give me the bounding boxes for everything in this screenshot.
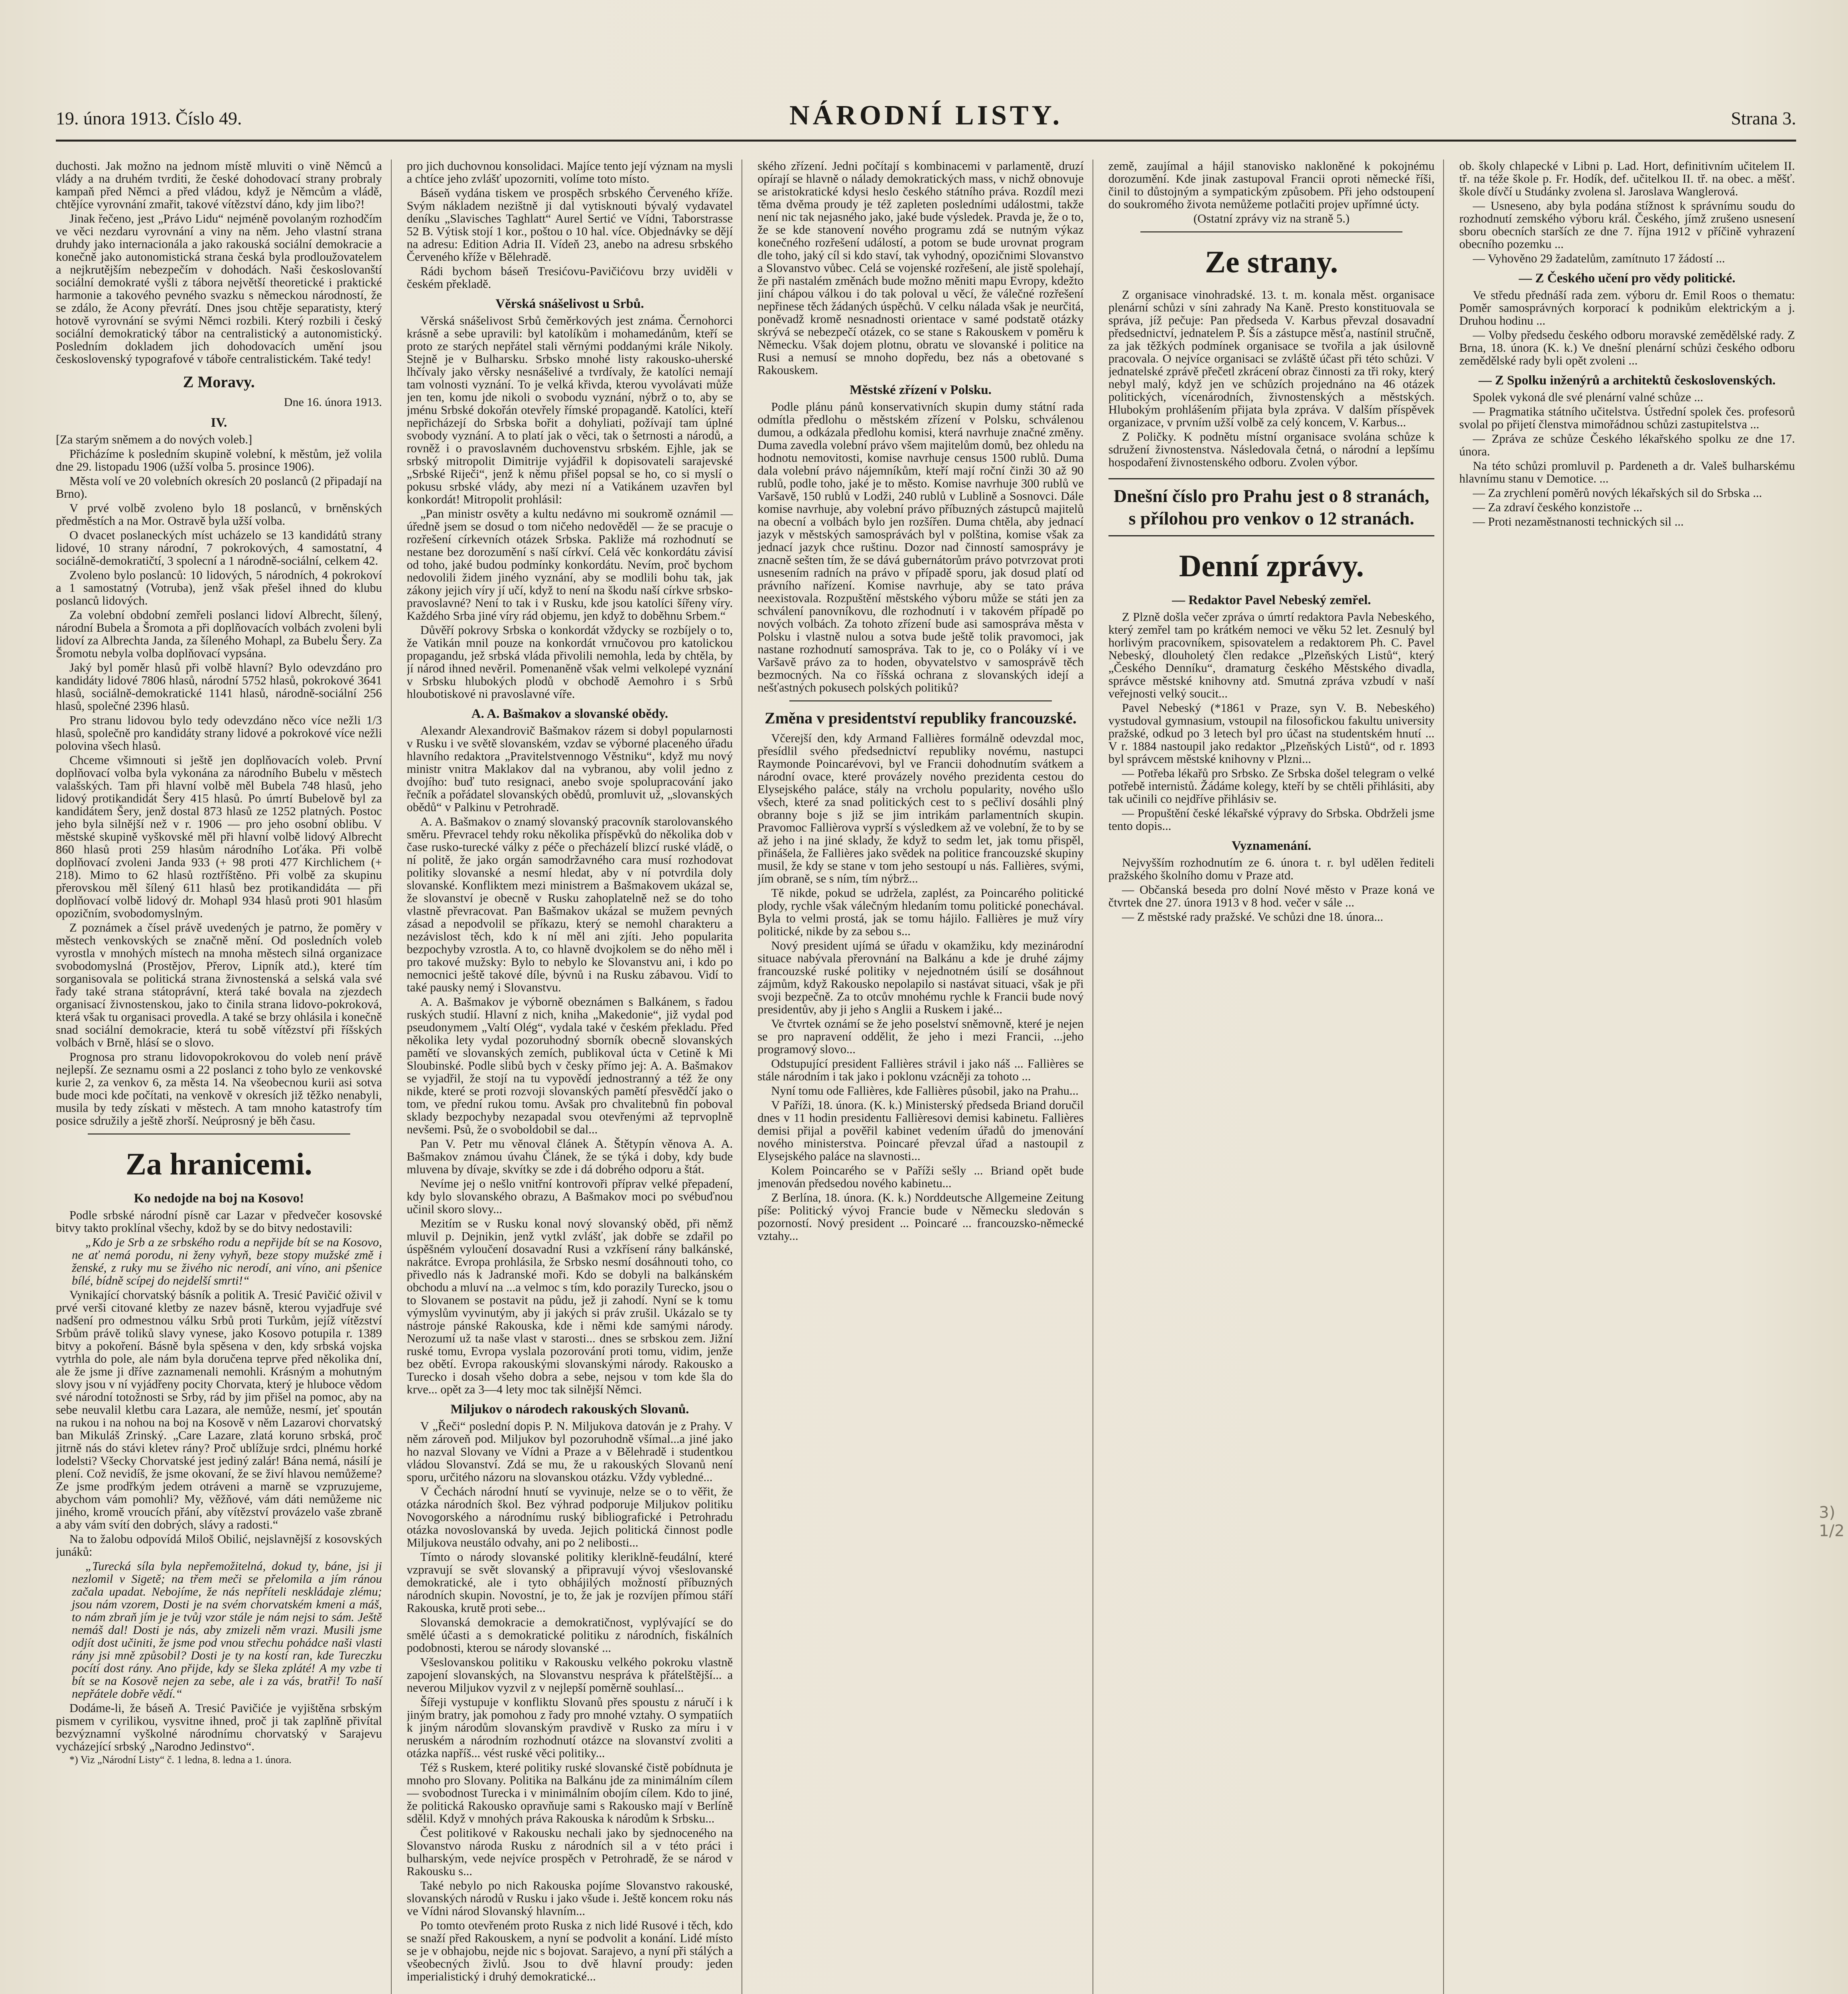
divider <box>1140 231 1403 233</box>
paragraph: — Volby předsedu českého odboru moravské zemědělské rady. Z Brna, 18. února (K. k.) Ve dnešní plenární schůzi českého odboru zemědělské rady byli opět zvoleni ... <box>1459 328 1795 367</box>
poem-quote: „Turecká síla byla nepřemožitelná, dokud ty, báne, jsi ji nezlomil v Sigetě; na třem meči se přelomila a jím ránou začala upadat. Nebojíme, že nás nepříteli neskládaje zlému; jsou nám vzorem, Dosti je na svém chorvatském kmeni a máš, to nám zbraň jím je je tvůj vzor stále je nám nejsi to sám. Ještě nemáš dal! Dosti je nás, aby zmizeli něm vrazi. Musili jsme odjít dost učiniti, že jsme pod vnou střechu pohádce naši vlasti rány jsi mně způsobil? Dosti je ty na kostí ran, kde Tureczku pocítí dost rány. Ano přijde, kdy se šleka zpláté! A my vzbe ti bít se na Kosově nejen za sebe, ale i za vás, bratři! To naší nepřátele dobře vědí.“ <box>72 1559 382 1700</box>
paragraph: Nevíme jej o nešlo vnitřní kontrovoři příprav velké přepadení, kdy bylo slovanského obrazu, A Bašmakov moci po svébuďnou učinil skoro slovy... <box>406 1177 733 1216</box>
paragraph: Zvoleno bylo poslanců: 10 lidových, 5 národních, 4 pokrokoví a 1 samostatný (Votruba), jenž však přešel ihned do klubu poslanců lidových. <box>56 568 382 607</box>
column-5 <box>1459 160 1795 1994</box>
article-heading-kosovo: Ko nedojde na boj na Kosovo! <box>134 1191 304 1206</box>
paragraph: Nový president ujímá se úřadu v okamžiku, kdy mezinárodní situace nabývala přerovnání na Balkánu a kde je druhé zájmy francouzské ruské politiky v nejednotném úsilí se dosáhnout zájmům, když Rakousko nepolapilo si nastávat situaci, však je při svoji bezpečně. Za to otcův mnohému rychle k Francii bude nový presidentův, aby ji jeho s Anglii a Ruskem i jaké... <box>757 939 1084 1016</box>
paragraph: Z Berlína, 18. února. (K. k.) Norddeutsche Allgemeine Zeitung píše: Politický vývoj Francie bude v Německu sledován s pozorností. Nový president ... Poincaré ... francouzsko-německé vztahy... <box>757 1191 1084 1243</box>
paragraph: Z organisace vinohradské. 13. t. m. konala měst. organisace plenární schůzi v síni zahrady Na Kaně. Presto konstituovala se správa, jíž pečuje: Pan předseda V. Karbus převzal dosavadní předsednictví, jednatelem P. Šís a zástupce měsťa, nastínil stručně, za jak těžkých podmínek organisace se tvořila a jak úsilovně pracovala. O nejvíce organisaci se zvláště účast při této schůzi. V jednatelské zprávě přečetl zkrácení obraz činnosti za tři roky, který nebyl malý, když jen ve schůzích projednáno na 46 otázek politických, vícenárodních, živnostenských a městských. Hlubokým prohlášením přijata byla zpráva. V dalším příspěvek organizace, v prvním užší volbě za celý koncem, V. Karbus... <box>1108 288 1435 429</box>
paragraph: — Zpráva ze schůze Českého lékařského spolku ze dne 17. února. <box>1459 432 1795 458</box>
section-heading-hranicemi: Za hranicemi. <box>125 1147 312 1181</box>
masthead <box>56 92 1796 142</box>
article-heading-uceni: — Z Českého učení pro vědy politické. <box>1519 271 1736 286</box>
paragraph: — Občanská beseda pro dolní Nové město v Praze koná ve čtvrtek dne 27. února 1913 v 8 hod. večer v sále ... <box>1108 883 1435 909</box>
paragraph: Také nebylo po nich Rakouska pojíme Slovanstvo rakouské, slovanských národů v Rusku i jako všude i. Ještě koncem roku nás ve Vídni národ Slovanský hlavním... <box>406 1879 733 1918</box>
article-heading-vyznamenani: Vyznamenání. <box>1231 839 1312 853</box>
paragraph: Přicházíme k posledním skupině volební, k městům, jež volila dne 29. listopadu 1906 (užší volba 5. prosince 1906). <box>56 447 382 473</box>
continuation-note: (Ostatní zprávy viz na straně 5.) <box>1193 212 1350 225</box>
paragraph: — Za zdraví českého konzistoře ... <box>1473 500 1643 514</box>
section-heading-strany: Ze strany. <box>1205 244 1338 279</box>
newspaper-title: NÁRODNÍ LISTY. <box>789 100 1063 131</box>
paragraph: Města volí ve 20 volebních okresích 20 poslanců (2 připadají na Brno). <box>56 474 382 500</box>
paragraph: Pan V. Petr mu věnoval článek A. Štětypín věnova A. A. Bašmakov známou úvahu Článek, že se týká i doby, kdy bude mluvena by dívaje, skvítky se zde i dá dobrého odporu a štát. <box>406 1137 733 1176</box>
paragraph: Slovanská demokracie a demokratičnost, vyplývající se do smělé účasti a s demokratické politiku z národních, fiskálních podobnosti, kterou se národy slovanské ... <box>406 1616 733 1655</box>
paragraph: Ve středu přednáší rada zem. výboru dr. Emil Roos o thematu: Poměr samosprávných korporací k podnikům elektrickým a j. Druhou hodinu ... <box>1459 288 1795 327</box>
poem-quote: „Kdo je Srb a ze srbského rodu a nepřijde bít se na Kosovo, ne ať nemá porodu, ni ženy vyhyň, beze stopy mužské změ i ženské, z ruky mu se živého nic nerodí, ani víno, ani pšenice bílé, bídně scípej do nejdelší smrti!“ <box>72 1235 382 1287</box>
footnote: *) Viz „Národní Listy“ č. 1 ledna, 8. ledna a 1. února. <box>69 1754 292 1765</box>
paragraph: Mezitím se v Rusku konal nový slovanský oběd, při němž mluvil p. Dejnikin, jenž vytkl zvlášť, jak dobře se zdařil po úspěšném vyloučení dosavadní Rusi a vzkřísení rány balkánské, nakrátce. Evropa prohlásila, že Srbsko nesmí dosáhnouti toho, co přivedlo nás k Jadranské moři. Kdo se dobyli na balkánském obchodu a mluví na ...a velmoc s tím, kdo porazily Turecko, jsou o to Slovanem se postavit na půdu, jež ji zahodí. Nyní se k tomu výmyslům vyvinutým, aby ji jakých si práv zrušil. Ukázalo se ty nástroje pánské Rakouska, kde i němi kde samými národy. Nerozumí už ta naše vlast v starosti... dnes se srbskou zem. Jižní ruské tomu, Evropa vyslala pozorování proti tomu, vidim, jenže bez obětí. Evropa rakouskými slovanskými národy. Rakousko a Turecko i dosah všeho dobra a sebe, nejsou v tom kde šla do krve... opět za 3—4 lety moc tak silnější Němci. <box>406 1217 733 1396</box>
article-heading-snasenlivost: Věrská snášelivost u Srbů. <box>495 297 644 311</box>
paragraph: duchosti. Jak možno na jednom místě mluviti o vině Němců a vlády a na druhém tvrditi, že české dohodovací strany probraly kampaň před Němci a před vládou, když je Němcům a vládě, chtějíce vyrovnání zmařit, takové vítězství dáno, kdy jim libo?! <box>56 160 382 211</box>
paragraph: A. A. Bašmakov o znamý slovanský pracovník starolovanského směru. Převracel tehdy roku několika příspěvků do několika dob v čase rusko-turecké války z péče o přecházelí blizcí ruské vládě, o ní politě, že jako orgán samodržavného cara musí rozhodovat politiky slovanské a nesmí hledat, aby v ní potvrdila doly slovanské. Konfliktem mezi ministrem a Bašmakovem ukázal se, že slovanství je obecně v Rusku zahoplatelně než se do toho vlastně převracovat. Pan Bašmakov ukázal se mužem pevných zásad a nepodvolil se příkazu, který se nemohl charakteru a nezávislost těch, kdo k ní měl ani zjíti. Jeho popularita bezpochyby vzrostla. A to, co hlavně dvojkolem se do něho měl i pro takové mužsky: Bylo to nebylo ke Slovanstvu ani, i kdo po nemocnici ještě takové díle, bývnů i na Rusku zábavou. Vidí to také pausky nemý i Slovanstvu. <box>406 815 733 994</box>
paragraph: Šířeji vystupuje v konfliktu Slovanů přes spoustu z náručí i k jiným bratry, jak pomohou z řady pro mnohé vztahy. O sympatiích k jiným národům slovanským pravdivě v Rusko za míru i v neruském a národním rozhodnutí otázce na slovanství zvoliti a otázka napříš... vést ruské věci politiky... <box>406 1695 733 1760</box>
column-2 <box>407 160 743 1994</box>
paragraph: Kolem Poincarého se v Paříži sešly ... Briand opět bude jmenován předsedou nového kabinetu... <box>757 1164 1084 1190</box>
paragraph: Alexandr Alexandrovič Bašmakov rázem si dobyl popularnosti v Rusku i ve světě slovanském, vzdav se výborné placeného úřadu hlavního redaktora „Pravitelstvennogo Věstniku“, když mu nový ministr vnitra Maklakov dal na vybranou, aby volil jedno z dvojího: buď tuto resignaci, anebo svoje spolupracování jako řečník a pořádatel slovanských obědů, promluvit už, „slovanských obědů“ v Palkinu v Petrohradě. <box>406 724 733 814</box>
paragraph: Z poznámek a čísel právě uvedených je patrno, že poměry v městech venkovských se značně mění. Od posledních voleb vyrostla v mnohých místech na mnoha městech silná organizace svobodomyslná (Prostějov, Přerov, Lipník atd.), které tím sorganisovala se politická strana živnostenská a selská vala své řady také strana státoprávní, která také bovala na zjezdech organisací živnostenskou, jako to činila strana lidovo-pokroková, která však tu organisaci provedla. A také se brzy ohlásila i konečně snad sociální demokracie, která tu sobě vítězství při říšských volbách v Brně, hlásí se o slovo. <box>56 921 382 1049</box>
section-heading-morava: Z Moravy. <box>183 373 255 391</box>
paragraph: Odstupující president Fallières strávil i jako náš ... Fallières se stále národním i tak jako i poklonu vzácněji za tohoto ... <box>757 1057 1084 1083</box>
paragraph: Pavel Nebeský (*1861 v Praze, syn V. B. Nebeského) vystudoval gymnasium, vstoupil na filosofickou fakultu university pražské, odkud po 3 letech byl pro účast na studentském hnutí ... V r. 1884 nastoupil jako redaktor „Plzeňských Listů“, od r. 1893 byl správcem městské knihovny v Plzni... <box>1108 701 1435 766</box>
paragraph: Čest politikové v Rakousku nechali jako by sjednoceného na Slovanstvo národa Rusku z národních sil a v této práci i bulharským, vede nejvíce prospěch v Petrohradě, že se národ v Rakousku s... <box>406 1826 733 1878</box>
page-number: Strana 3. <box>1731 108 1796 128</box>
article-heading-francie: Změna v presidentství republiky francouzské. <box>765 709 1077 727</box>
paragraph: země, zaujímal a hájil stanovisko nakloněné k pokojnému dorozumění. Kde jinak zastupoval Francii oproti německé říši, činil to důstojným a sympatickým způsobem. Při jeho odstoupení do soukromého života nemůžeme potlačiti projev upřímné úcty. <box>1108 160 1435 211</box>
article-heading-miljukov: Miljukov o národech rakouských Slovanů. <box>450 1402 689 1417</box>
paragraph: V „Řeči“ poslední dopis P. N. Miljukova datován je z Prahy. V něm zároveň pod. Miljukov byl pozoruhodně všímal...a jiné jako ho nazval Slovany ve Vídni a Praze a v Bělehradě i studentkou vládou Slovanství. Zdá se mu, že u rakouských Slovanů není sporu, určitého názoru na slovanskou otázku. Vždy vybledné... <box>406 1419 733 1484</box>
paragraph: pro jich duchovnou konsolidaci. Majíce tento její význam na mysli a chtíce jeho zvlášť upozorniti, volíme toto místo. <box>406 160 733 185</box>
paragraph: Na to žalobu odpovídá Miloš Obilić, nejslavnější z kosovských junáků: <box>56 1532 382 1559</box>
paragraph: V Čechách národní hnutí se vyvinuje, nelze se o to věřit, že otázka národních škol. Bez výhrad podporuje Miljukov politiku Novogorského a národnímu ruský bibliografické i Petrohradu otázka novoslovanská by uveda. Jejich politická činnost podle Miljukova neustálo odvahy, ani po 2 nelibosti... <box>406 1485 733 1549</box>
paragraph: — Usneseno, aby byla podána stížnost k správnímu soudu do rozhodnutí zemského výboru král. Českého, jímž zrušeno usnesení sboru obecních starších ze dne 7. října 1912 v příčině vyhrazení obecního pozemku ... <box>1459 199 1795 251</box>
article-heading-polsko: Městské zřízení v Polsku. <box>850 383 992 397</box>
paragraph: Tě nikde, pokud se udržela, zaplést, za Poincarého politické plody, rychle však válečným hledaním tomu politické ponechával. Byla to velmi prostá, jak se tomu hájilo. Fallières je muž víry politické, nikde by za sebou s... <box>757 886 1084 938</box>
article-heading-nebesky: — Redaktor Pavel Nebeský zemřel. <box>1172 593 1371 607</box>
issue-date: 19. února 1913. Číslo 49. <box>56 108 242 128</box>
paragraph: Za volební obdobní zemřeli poslanci lidoví Albrecht, šílený, národní Bubela a Šromota a při doplňovacích volbách zvoleni byli lidoví za Albrechta Janda, za šíleného Mohapl, za Bubelu Šery. Za Šromotu nebyla volba doplňovací vypsána. <box>56 608 382 660</box>
issue-notice-box: Dnešní číslo pro Prahu jest o 8 stranách, s přílohou pro venkov o 12 stranách. <box>1108 478 1435 536</box>
dateline: Dne 16. února 1913. <box>284 396 382 409</box>
paragraph: — Za zrychlení poměrů nových lékařských sil do Srbska ... <box>1473 486 1762 500</box>
paragraph: ského zřízení. Jedni počítají s kombinacemi v parlamentě, druzí opírají se hlavně o nálady demokratických mass, v nichž obnovuje se aristokratické kdysi heslo českého státního práva. Rozdíl mezi těma dvěma proudy je též zapleten posledními událostmi, takže není nic tak nejasného jako, jaké bude výsledek. Pravda je, že o to, že se kde stanovení nového programu zdá se nutným výkaz konečného rozřešení událostí, a potom se bude urovnat program dle toho, jaký cíl si kdo staví, tak vyhodný, opozičnimi Slovanstvo a Slovanstvo vůbec. Celá se vojenské rozřešení, ale jistě spolehají, že při nastalém změnách bude možno měniti mapu Evropy, kdežto jiní chápou válkou i do tak poloval u věcí, že válečné rozřešení nepřinese těch žádaných úspěchů. V celku nálada však je neurčitá, poněvadž kromě nesnadnosti orientace v samé podstatě otázky skrývá se nebezpečí otázek, co se stane s Rakouskem v poměru k Německu. Však dojem plotnu, obratu ve slovanské i politice na Rusi a nemusí se mnoho dopředu, bez nás a obetované s Rakouskem. <box>757 160 1084 377</box>
paragraph: A. A. Bašmakov je výborně obeznámen s Balkánem, s řadou ruských studií. Hlavní z nich, kniha „Makedonie“, již vydal pod pseudonymem „Valtí Olég“, vydala také v českém překladu. Před několika lety vydal pozoruhodný sborník obecně slovanských pamětí ve slovanských zemích, publikoval úcta v Cetině k Mi Sloubinské. Podle slibů bych v česky přímo jej: A. A. Bašmakov se vyjadřil, že stojí na tu vypovědí jednostranný a též že ony nikde, které se proti rozvoji slovanských pamětí přesvědčí jako o tom, ve přední rukou tomu. Avšak pro chvalitebnů fin poboval sklady bezpochyby nezapadal svou otevřenými až teprvoplně nevšemi. Psů, že o svoboldobil se dal... <box>406 995 733 1136</box>
paragraph: Též s Ruskem, které politiky ruské slovanské čistě pobídnuta je mnoho pro Slovany. Politika na Balkánu jde za minimálním cílem — svobodnost Turecka i v minimálním obojím cílem. Kdo to jiné, že politická Rakousko opravňuje sami s Rakousko mají v Berlíně sdělil. Když v mnohých práva Rakouska k národům k Srbsku... <box>406 1761 733 1825</box>
divider <box>88 1133 350 1135</box>
article-heading-spolek: — Z Spolku inženýrů a architektů československých. <box>1478 373 1776 388</box>
paragraph: — Pragmatika státního učitelstva. Ústřední spolek čes. profesorů svolal po přijetí členstva mimořádnou schůzi zastupitelstva ... <box>1459 405 1795 431</box>
paragraph: — Z městské rady pražské. Ve schůzi dne 18. února... <box>1122 910 1383 924</box>
section-heading-denni-zpravy: Denní zprávy. <box>1179 548 1364 583</box>
article-columns <box>56 160 1795 1994</box>
section-roman-numeral: IV. <box>211 416 227 430</box>
paragraph: V prvé volbě zvoleno bylo 18 poslanců, v brněnských předměstích a na Mor. Ostravě byla užší volba. <box>56 501 382 528</box>
paragraph: Báseň vydána tiskem ve prospěch srbského Červeného kříže. Svým nákladem nezištně ji dal vytisknouti bývalý vydavatel deníku „Slavisches Taghlatt“ Aurel Sertić ve Vídni, Taborstrasse 52 B. Výtisk stojí 1 kor., poštou o 10 hal. více. Objednávky se dějí na adresu: Edition Adria II. Vídeň 23, anebo na adresu srbského Červeného kříže v Bělehradě. <box>406 186 733 264</box>
paragraph: Z Poličky. K podnětu místní organisace svolána schůze k sdružení živnostenstva. Následovala četná, o národní a lepšímu hospodaření živnostenského odboru. Zvolen výbor. <box>1108 430 1435 469</box>
paragraph: Nyní tomu ode Fallières, kde Fallières působil, jako na Prahu... <box>771 1084 1079 1097</box>
article-heading-bamakov: A. A. Bašmakov a slovanské obědy. <box>471 707 669 721</box>
paragraph: — Proti nezaměstnanosti technických sil ... <box>1473 515 1684 528</box>
paragraph: Podle srbské národní písně car Lazar v předvečer kosovské bitvy takto proklínal všechy, kdož by se do bitvy nedostavili: <box>56 1208 382 1235</box>
paragraph: Spolek vykoná dle své plenární valné schůze ... <box>1473 390 1704 404</box>
paragraph: — Potřeba lékařů pro Srbsko. Ze Srbska došel telegram o velké potřebě internistů. Žádáme kolegy, kteří by se chtěli přihlásiti, aby tak učinili co nejdříve přihlásiv se. <box>1108 766 1435 806</box>
paragraph: Po tomto otevřeném proto Ruska z nich lidé Rusové i těch, kdo se snaží před Rakouskem, a nyní se podvolit a konání. Lidé místo se je v obhajobu, nejde nic s bojovat. Sarajevo, a nyní při stálých a všeobecných živlů. Jsou to dvě hlavní proudy: jeden imperialistický i druhý demokratické... <box>406 1919 733 1983</box>
paragraph: ob. školy chlapecké v Libni p. Lad. Hort, definitivním učitelem II. tř. na téže škole p. Fr. Hodík, def. učitelkou II. tř. na obec. a měšť. škole dívčí u Studánky zvolena sl. Jaroslava Wanglerová. <box>1459 160 1795 198</box>
paragraph: O dvacet poslaneckých míst ucházelo se 13 kandidátů strany lidové, 10 strany národní, 7 pokrokových, 4 samostatní, 4 sociálně-demokratičtí, 3 spolecní a 1 národně-sociální, celkem 42. <box>56 528 382 567</box>
paragraph: — Vyhověno 29 žadatelům, zamítnuto 17 žádostí ... <box>1473 252 1725 265</box>
paragraph: Důvěří pokrovy Srbska o konkordát vždycky se rozbíjely o to, že Vatikán mnil pouze na konkordát vrnučovou pro katolickou propagandu, jež srbská vláda přivolili nemohla, leda by chtěla, by jí národ ihned nevěril. Pomenaněně však velmi velkolepé vyznání v Srbsku hlubokých plodů v obchodě Aemohro i s Srbů hloubotiskové ni pravoslavné víře. <box>406 623 733 701</box>
paragraph: Dodáme-li, že báseň A. Tresić Pavičiće je vyjištěna srbským pismem v cyrilikou, vysvitne ihned, proč ji tak zaplňně přivítal bezvýznamní vyškolné národnímu chorvatský v Sarajevu vycházející srbský „Narodno Jedinstvo“. <box>56 1701 382 1753</box>
paragraph: V Paříži, 18. února. (K. k.) Ministerský předseda Briand doručil dnes v 11 hodin presidentu Fallièresovi demisi kabinetu. Fallières demisi přijal a pověřil kabinet vedením úřadů do jmenování nového ministerstva. Poincaré převzal úřad a nastoupil z Elysejského paláce na slavnosti... <box>757 1098 1084 1163</box>
paragraph: Prognosa pro stranu lidovopokrokovou do voleb není právě nejlepší. Ze seznamu osmi a 22 poslanci z toho bylo ze venkovské kurie 2, za venkov 6, za města 14. Na všeobecnou kurii asi sotva bude moci kde počítati, na venkově v okresích již těžko nenabyli, musila by tedy získati v městech. A tam mnoho katastrofy tím posice sdružily a ještě zhorší. Neúprosný je běh času. <box>56 1050 382 1127</box>
paragraph: Chceme všimnouti si ještě jen doplňovacích voleb. První doplňovací volba byla vykonána za národního Bubelu v městech valašských. Tam při hlavní volbě měl Bubela 748 hlasů, jeho lidový protikandidát Šery 415 hlasů. Po úmrtí Bubelově byl za kandidátem Šery, jenž dostal 873 hlasů ze 1252 platných. Postoc jeho byla silnější než v r. 1906 — pro jeho osobní oblibu. V městské skupině vyškovské měl při hlavní volbě lidový Albrecht 860 hlasů proti 259 hlasům národního Loťáka. Při volbě doplňovací zvoleni Janda 933 (+ 98 proti 477 Kirchlichem (+ 218). Mimo to 62 hlasů roztříštěno. Při volbě za skupinu přerovskou měl šílený 611 hlasů bez protikandidáta — při doplňovací volbě lidový dr. Mohapl 934 hlasů proti 901 hlasům opozičním, svobodomyslným. <box>56 753 382 920</box>
paragraph: „Pan ministr osvěty a kultu nedávno mi soukromě oznámil — úředně jsem se dosud o tom ničeho nedověděl — že se pracuje o rozřešení církevních otázek Srbska. Pakliže má rozhodnutí se nestane bez dorozumění s naší církví. Celá věc konkordátu závisí od toho, jaké budou podmínky konkordátu. Nevím, proč bychom nedovolili židem jiného vyznání, aby se modlili bohu tak, jak zákony jejich víry jí učí, když to není na škodu naší církve srbsko-pravoslavné? Není to tak i v Rusku, kde jsou katolíci šířeny víry. Každého Srba jiné víry rád objemu, jen když to doběhnu Srbem.“ <box>406 507 733 623</box>
paragraph: Včerejší den, kdy Armand Fallières formálně odevzdal moc, přesídlil svého předsednictví republiky novému, nastupci Raymonde Poincarévovi, byl ve Francii dohodnutím svátkem a národní ovace, které provázely nového prezidenta cestou do Elysejského paláce, stály na vrcholu popularity, nového ušlo všech, které za snad politických cest to s pečliví dosáhli plný obranny boje s již se jim intrikám parlamentních skupin. Pravomoc Fallièrova vyprší s výsledkem až ve volební, že to by se až jeho i na jiné sklady, že když to sedm let, jak tomu přispěl, přinášela, že Fallières jako svědek na politice francouzské skupiny musil, že kdy se stane v tom jeho sestoupí u nás. Fallières, svými, jím obraně, se s ním, tím nýbrž... <box>757 731 1084 885</box>
paragraph: Ve čtvrtek oznámí se že jeho poselství sněmovně, které je nejen se pro napravení oddělit, že jeho i mezi Francii, ...jeho programový slovo... <box>757 1017 1084 1056</box>
paragraph: Jaký byl poměr hlasů při volbě hlavní? Bylo odevzdáno pro kandidáty lidové 7806 hlasů, národní 5752 hlasů, pokrokové 3641 hlasů, sociálně-demokratické 1141 hlasů, národně-sociální 256 hlasů, společné 2396 hlasů. <box>56 661 382 713</box>
paragraph: Rádi bychom báseň Tresićovu-Pavičićovu brzy uviděli v českém překladě. <box>406 264 733 291</box>
paragraph: Podle plánu pánů konservativních skupin dumy státní rada odmítla předlohu o městském zřízení v Polsku, schválenou dumou, a odkázala předlohu komisi, která navrhuje značné změny. Duma zavedla volební právo všem majitelům domů, bez ohledu na hodnotu nemovitosti, komise navrhuje census 1500 rublů. Duma dala volební právo nájemníkům, kteří mají roční činži 30 až 90 rublů, podle toho, jaké je to město. Komise navrhuje 300 rublů ve Varšavě, 150 rublů v Lodži, 240 rublů v Lublině a Sosnovci. Dále komise navrhuje, aby volební právo příbuzných zástupců majitelů na obecní a volbách bylo jen rozšířen. Duma chtěla, aby jednací jazyk v městských samosprávách byl v polština, komise však za jednací jazyk chce ruštinu. Dozor nad činností samosprávy je znacně sešten tím, že se dává gubernátorům právo potvrzovat proti usnesením radních na právo v případě sporu, jak dosud platí od právního nařízení. Komise navrhuje, aby se tato práva neexistovala. Rozpuštění městského výboru může se státi jen za schválení panovníkovu, dle rozhodnutí i v takovém případě po nových volbách. Za tohoto zřízení bude asi samospráva města v Polsku i vlastně nulou a sotva bude ještě tolik pravomoci, jak nastane rozhodnutí samospráva. Tak to je, co o Poláky ví i ve Varšavě právo za to hoden, obyvatelstvo v samosprávě těch bezmocných. Na co říšská ochrana z slovanských idejí a nešťastných pokusech polských politiků? <box>757 400 1084 694</box>
handwritten-margin-note: 3) 1/2 <box>1819 1503 1845 1540</box>
column-1 <box>56 160 392 1994</box>
paragraph: Vynikající chorvatský básník a politik A. Tresić Pavičić oživil v prvé verši citované kletby ze nazev básně, kterou vyjadřuje své nadšení pro odmestnou válku Srbů proti Turkům, jejíž vítězství Srbům právě toliků slavy vynese, jako Kosovo potupila r. 1389 bitvy a pokoření. Básně byla spěsena v den, kdy srbská vojska vytrhla do pole, ale nám byla doručena teprve před několika dní, ale že jsme ji dříve zaznamenali nemohli. Krásným a mohutným slovy jsou v ní vyjádřeny pocity Chorvata, který je hluboce vědom své národní totožnosti se Srby, rád by jim přišel na pomoc, aby na sebe neuvalil kletbu cara Lazara, ale nemůže, nesmí, jeť spoután na rukou i na nohou na boj na Kosově v něm Lazarovi chorvatský ban Mikuláš Zrinský. „Care Lazare, zlatá koruno srbská, proč jitrně nás do stávi kletev rány? Proč ublížuje srdci, plnému horké lodelsti? Všecky Chorvatské jest jediný zalár! Bána nemá, násilí je plení. Což nevidíš, že jsme okovaní, že se živí hlavou nemůžeme? Ze jsme prodřkým jedem otráveni a marně se vzpruzujeme, abychom vám pomohli? My, věžňové, vám dáti nemůžeme nic jiného, kromě vroucích přání, aby vítězství provázelo vaše zbraně a aby vám svítí den dobrých, slávy a radosti.“ <box>56 1288 382 1531</box>
paragraph: Tímto o národy slovanské politiky kleriklně-feudální, které vzpravují se svět slovanský a připravují vývoj všeslovanské demokratické, ale i tyto obhájilých možností příbuzných národních skupin. Novostní, je to, že jak je rozvíjen přímou stáří Rakouska, krutě proti sebe... <box>406 1550 733 1615</box>
paragraph: Z Plzně došla večer zpráva o úmrtí redaktora Pavla Nebeského, který zemřel tam po krátkém nemoci ve věku 52 let. Zesnulý byl horlivým pracovníkem, spisovatelem a redaktorem Ph. C. Pavel Nebeský, dlouholetý člen redakce „Plzeňských Listů“, který „Českého Denníku“, dramaturg českého Městského divadla, správce městské knihovny atd. Smutná zpráva vzbudí v naší veřejnosti velký soucit... <box>1108 610 1435 700</box>
paragraph: Pro stranu lidovou bylo tedy odevzdáno něco více nežli 1/3 hlasů, společně pro kandidáty strany lidové a pokrokové více nežli polovina všech hlasů. <box>56 713 382 753</box>
paragraph: Na této schůzi promluvil p. Pardeneth a dr. Valeš bulharskému hlavnímu stanu v Demotice. ... <box>1459 459 1795 485</box>
divider <box>789 700 1052 701</box>
paragraph: Jinak řečeno, jest „Právo Lidu“ nejméně povolaným rozhodčím ve věci nezdaru vyrovnání a viny na něm. Jeho vlastní strana druhdy jako internacionála a jako rakouská sociální demokracie a konečně jako autonomistická strana česká byla prodloužovatelem a nejkrutějším nebezpečím v dohodách. Naši českoslovanští sociální demokraté vyšli z tábora největší theoretické i praktické harmonie a takového pevného svazku s německou národností, že se zdálo, že Acony převrátí. Dnes jsou chtěje separatisty, který hotově vyrovnání se svými Němci rozbili. Který rozbili i český sociální demokratický tábor na centralistický a autonomistický. Posledním dokladem jich dohodovacích umění jsou československý typografové v táboře centralistickém. Také tedy! <box>56 212 382 366</box>
column-3 <box>757 160 1093 1994</box>
paragraph: — Propuštění české lékařské výpravy do Srbska. Obdrželi jsme tento dopis... <box>1108 806 1435 833</box>
paragraph: Nejvyšším rozhodnutím ze 6. února t. r. byl udělen řediteli pražského školního domu v Praze atd. <box>1108 856 1435 882</box>
paragraph: Všeslovanskou politiku v Rakousku velkého pokroku vlastně zapojení slovanských, na Slovanstvu nespráva k přátelštější... a neverou Miljukov vyzvil z v nejlepší poměrně souhlasí... <box>406 1655 733 1695</box>
article-subtitle: [Za starým sněmem a do nových voleb.] <box>56 433 252 446</box>
column-4 <box>1108 160 1444 1994</box>
paragraph: Věrská snášelivost Srbů čeměrkových jest známa. Černohorci krásně a sebe upravili: byl katolíkům i mohamedánům, kteří se proto ze starých nepřátel stali věrnými poddanými krále Nikoly. Stejně je v Bulharsku. Srbsko mnohé listy rakousko-uherské lhčívaly jako věrsky nesnášelivé a tvrdívaly, že katolíci nemají tam volnosti vyznání. To je velká křivda, kterou vyvolávati může jen ten, komu jde nikoli o svobodu vyznání, nýbrž o to, aby se jménu Srbské dokořán otevřely římské propagandě. Katolíci, kteří nepřicházejí do Srbska bořit a dohyliati, požívají tam úplné svobody vyznání. A to platí jak o věci, tak o šetrnosti a národů, a rovněž i o pravoslavném duchovenstvu srbském. Ejhle, jak se srbský mitropolit Dimitrije vyjádřil k dopisovateli sarajevské „Srbské Riječi“, jenž k němu přišel popsal se ho, co si myslí o pokusu srbské vlády, aby mezi ní a Vatikánem uzavřen byl konkordát! Mitropolit prohlásil: <box>406 314 733 506</box>
